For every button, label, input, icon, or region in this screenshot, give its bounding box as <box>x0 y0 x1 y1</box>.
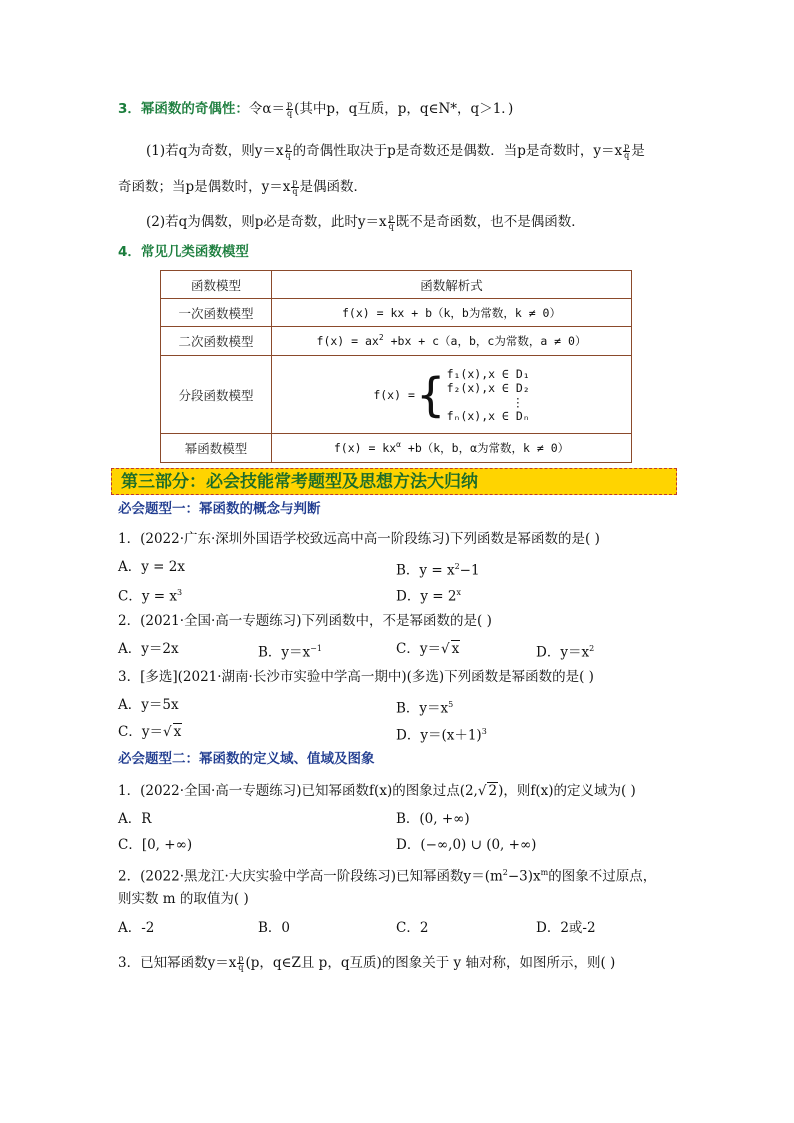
table-header-formula: 函数解析式 <box>272 271 632 299</box>
left-brace-icon: { <box>416 367 445 422</box>
type2-q2-option-c: C．2 <box>396 920 429 936</box>
piecewise-formula: f(x) = { f₁(x),x ∈ D₁ f₂(x),x ∈ D₂ ⋮ fₙ(x),x ∈ Dₙ <box>272 356 632 434</box>
exponent-fraction: $\frac{p}{q}$ <box>388 213 394 231</box>
type1-q3-option-d: D．$y=(x+1)^3$ <box>396 727 487 744</box>
type1-q1-option-d: D．$y = 2^x$ <box>396 588 461 605</box>
type1-q3-option-c: C．y＝√ x <box>118 724 182 740</box>
section3-p1-line1: (1)若q为奇数，则y＝x $\frac{p}{q}$ 的奇偶性取决于p是奇数还是偶数．当p是奇数时，y＝x $\frac{p}{q}$ 是 <box>146 142 645 160</box>
section3-intro-suffix: (其中p，q互质，p，q∈N*，q＞1．) <box>294 101 514 117</box>
type2-q2-option-d: D．2或-2 <box>536 920 596 936</box>
type1-q2-option-b: B．$y=x^{-1}$ <box>258 644 322 661</box>
type1-q1-option-c: C．$y = x^3$ <box>118 588 183 605</box>
section3-heading: 3．幂函数的奇偶性： <box>118 101 249 117</box>
type2-q1-option-a: A．R <box>118 811 152 827</box>
section3-p1-line2: 奇函数；当p是偶数时，y＝x $\frac{p}{q}$ 是偶函数． <box>118 178 368 196</box>
type2-q2-option-a: A．-2 <box>118 920 155 936</box>
type2-q2-stem-line2: 则实数 m 的取值为( ) <box>118 891 249 907</box>
type1-q2-option-a: A．y＝2x <box>118 641 179 657</box>
type2-q1-stem: 1．(2022·全国·高一专题练习)已知幂函数f(x)的图象过点(2,√ 2)，则f(x)的定义域为( ) <box>118 783 636 799</box>
table-header-model: 函数模型 <box>161 271 272 299</box>
type1-q3-stem: 3．[多选](2021·湖南·长沙市实验中学高一期中)(多选)下列函数是幂函数的是( ) <box>118 669 594 685</box>
type1-q3-option-b: B．$y=x^5$ <box>396 700 454 717</box>
type2-q2-stem-line1: 2．(2022·黑龙江·大庆实验中学高一阶段练习)已知幂函数$y=(m^2-3)x^m$的图象不过原点， <box>118 868 657 885</box>
type2-heading: 必会题型二：幂函数的定义域、值域及图象 <box>118 751 375 767</box>
type1-q2-stem: 2．(2021·全国·高一专题练习)下列函数中，不是幂函数的是( ) <box>118 613 492 629</box>
section4-heading: 4．常见几类函数模型 <box>118 244 249 260</box>
type1-q3-option-a: A．y＝5x <box>118 697 179 713</box>
exponent-fraction: $\frac{p}{q}$ <box>238 954 244 972</box>
table-row: 幂函数模型 $f(x) = kx^\alpha +b(k$，b，α为常数，k ≠ 0） <box>161 434 632 463</box>
table-header-row <box>161 271 632 299</box>
type2-q3-stem: 3．已知幂函数y＝x $\frac{p}{q}$ (p，q∈Z且 p，q互质)的图象关于 y 轴对称，如图所示，则( ) <box>118 954 616 972</box>
function-model-table <box>160 270 632 463</box>
table-row: 分段函数模型 f(x) = { f₁(x),x ∈ D₁ f₂(x),x ∈ D₂ ⋮ fₙ(x),x ∈ Dₙ <box>161 356 632 434</box>
banner-title: 第三部分：必会技能常考题型及思想方法大归纳 <box>121 472 478 492</box>
type1-q2-option-d: D．$y=x^2$ <box>536 644 595 661</box>
alpha-fraction: $\frac{p}{q}$ <box>287 100 293 118</box>
type1-q1-stem: 1．(2022·广东·深圳外国语学校致远高中高一阶段练习)下列函数是幂函数的是( ) <box>118 531 600 547</box>
section3-p2: (2)若q为偶数，则p必是奇数，此时y＝x $\frac{p}{q}$ 既不是奇函数，也不是偶函数． <box>146 213 585 231</box>
type2-q1-option-d: D．(−∞,0) ∪ (0, +∞) <box>396 837 537 853</box>
type2-q1-option-c: C．[0, +∞) <box>118 837 193 853</box>
exponent-fraction: $\frac{p}{q}$ <box>285 142 291 160</box>
table-row: 二次函数模型 $f(x) = ax^2 +bx + c(a$，b，c为常数，a ≠ 0） <box>161 327 632 356</box>
section3-line1 <box>118 100 513 118</box>
type2-q2-option-b: B．0 <box>258 920 291 936</box>
type1-q2-option-c: C．y＝√ x <box>396 641 460 657</box>
exponent-fraction: $\frac{p}{q}$ <box>624 142 630 160</box>
type2-q1-option-b: B．(0, +∞) <box>396 811 470 827</box>
exponent-fraction: $\frac{p}{q}$ <box>292 178 298 196</box>
type1-heading: 必会题型一：幂函数的概念与判断 <box>118 501 321 517</box>
type1-q1-option-a: A．y = 2x <box>118 559 185 575</box>
table-row: 一次函数模型 f(x) = kx + b（k，b为常数，k ≠ 0） <box>161 299 632 327</box>
type1-q1-option-b: B．$y = x^2-1$ <box>396 562 480 579</box>
section3-intro-prefix: 令α＝ <box>248 101 286 117</box>
